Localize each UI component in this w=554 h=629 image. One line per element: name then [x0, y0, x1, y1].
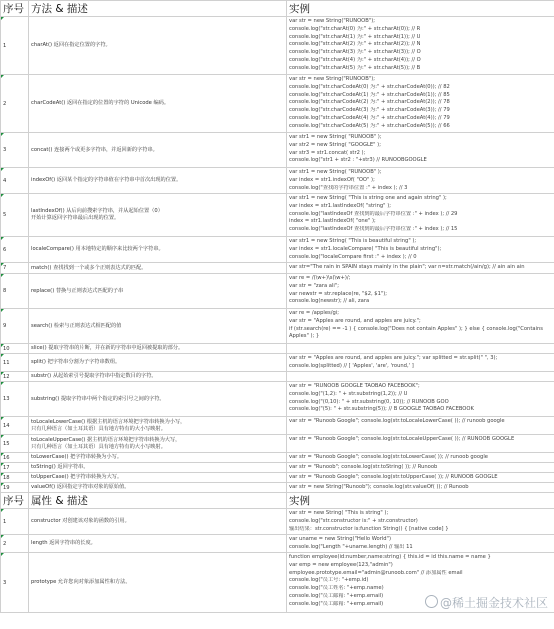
description-line: substring() 提取字符串中两个指定的索引号之间的字符。 — [31, 395, 165, 402]
code-line: var emp = new employee(123,"admin") — [289, 561, 393, 568]
row-number: 19 — [1, 483, 29, 493]
row-description — [29, 75, 287, 133]
row-number: 5 — [1, 194, 29, 237]
row-number: 13 — [1, 382, 29, 417]
description-line: toString() 返回字符串。 — [31, 464, 89, 470]
code-line: console.log("(1,2): " + str.substring(1,2)); // U — [289, 390, 408, 397]
methods-body — [1, 17, 554, 493]
code-line: var str1 = new String( "This is beautiful string" ); — [289, 238, 417, 244]
description-line: constructor 对创建该对象的函数的引用。 — [31, 518, 130, 524]
description-line: toLocaleLowerCase() 根据主机的语言环境把字符串转换为小写， — [31, 418, 186, 425]
description-line: search() 检索与正则表达式相匹配的值 — [31, 322, 122, 329]
table-row — [1, 194, 554, 237]
table-row — [1, 535, 554, 553]
header2-ex: 实例 — [287, 493, 554, 509]
code-line: console.log("str.charAt(2) 为:" + str.charAt(2)); // N — [289, 41, 421, 48]
code-line: console.log("str.charAt(3) 为:" + str.charAt(3)); // O — [289, 49, 421, 56]
table-row — [1, 344, 554, 354]
row-example — [287, 75, 554, 133]
row-description — [29, 194, 287, 237]
row-example — [287, 263, 554, 274]
row-description — [29, 372, 287, 382]
table-row — [1, 382, 554, 417]
code-line: console.log("查找的字符串位置 :" + index ); // 3 — [289, 184, 408, 191]
row-example — [287, 309, 554, 344]
table-row — [1, 372, 554, 382]
code-line: var str = "RUNOOB GOOGLE TAOBAO FACEBOOK"; — [289, 383, 420, 389]
code-line: var str = "Apples are round, and apples are juicy."; — [289, 317, 421, 324]
code-line: var re = /apples/gi; — [289, 310, 339, 316]
code-line: var str = "Runoob"; console.log(str.toString( )); // Runoob — [289, 464, 438, 470]
row-example — [287, 473, 554, 483]
header-row — [1, 1, 554, 17]
row-number: 2 — [1, 75, 29, 133]
header-desc: 方法 & 描述 — [29, 1, 287, 17]
code-line: var index = str1.localeCompare( "This is beautiful string"); — [289, 245, 442, 252]
row-example — [287, 463, 554, 473]
row-example — [287, 274, 554, 309]
row-example — [287, 372, 554, 382]
row-number: 3 — [1, 133, 29, 168]
table-row — [1, 483, 554, 493]
header2-desc: 属性 & 描述 — [29, 493, 287, 509]
row-number: 2 — [1, 535, 29, 553]
row-description — [29, 453, 287, 463]
row-description — [29, 133, 287, 168]
code-line: console.log("str.charAt(0) 为:" + str.charAt(0)); // R — [289, 25, 421, 32]
row-description — [29, 509, 287, 535]
code-line: var str = "Apples are round, and apples are juicy."; var splitted = str.split(" ", 3); — [289, 355, 498, 361]
code-line: console.log("str.charCodeAt(5) 为:" + str.charCodeAt(5)); // 66 — [289, 122, 450, 129]
row-description — [29, 417, 287, 435]
code-line: console.log("str.charCodeAt(0) 为:" + str.charCodeAt(0)); // 82 — [289, 83, 450, 90]
code-line: console.log("str.charCodeAt(4) 为:" + str.charCodeAt(4)); // 79 — [289, 114, 450, 121]
table-row — [1, 75, 554, 133]
header2-num: 序号 — [1, 493, 29, 509]
row-number: 1 — [1, 509, 29, 535]
code-line: console.log("(0,10): " + str.substring(0, 10)); // RUNOOB GOO — [289, 398, 449, 405]
row-number: 1 — [1, 17, 29, 75]
row-example — [287, 237, 554, 263]
table-row — [1, 509, 554, 535]
description-line: split() 把字符串分割为子字符串数组。 — [31, 359, 121, 365]
code-line: console.log("str.charCodeAt(3) 为:" + str.charCodeAt(3)); // 79 — [289, 107, 450, 114]
row-example — [287, 354, 554, 372]
table-row — [1, 274, 554, 309]
row-number: 17 — [1, 463, 29, 473]
row-example — [287, 382, 554, 417]
description-line: prototype 允许您向对象添加属性和方法。 — [31, 579, 131, 585]
code-line: index = str1.lastIndexOf( "one" ); — [289, 218, 376, 225]
code-line: var str = new String("RUNOOB"); — [289, 18, 375, 24]
row-example — [287, 483, 554, 493]
row-example — [287, 417, 554, 435]
code-line: function employee(id:number,name:string) { this.id = id this.name = name } — [289, 554, 491, 560]
table-row — [1, 237, 554, 263]
row-number: 8 — [1, 274, 29, 309]
row-description — [29, 354, 287, 372]
description-line: match() 查找找到一个或多个正则表达式的匹配。 — [31, 264, 147, 271]
code-line: console.log("员工邮箱: "+emp.email) — [289, 600, 384, 607]
code-line: var str = "Runoob Google"; console.log(str.toLowerCase( )); // runoob google — [289, 454, 488, 460]
row-number: 3 — [1, 553, 29, 613]
code-line: 输出结果：str.constructor is:function String() { [native code] } — [289, 525, 449, 532]
description-line: replace() 替换与正则表达式匹配的子串 — [31, 287, 124, 294]
code-line: console.log(splitted) // [ 'Apples', 'are', 'round,' ] — [289, 362, 414, 369]
code-line: console.log("lastIndexOf 查找到的最后字符串位置 :" + index ); // 15 — [289, 226, 458, 233]
row-number: 18 — [1, 473, 29, 483]
table-row — [1, 453, 554, 463]
code-line: var str1 = new String( "RUNOOB" ); — [289, 169, 382, 175]
code-line: var str="The rain in SPAIN stays mainly in the plain"; var n=str.match(/ain/g); // ain ain ain — [289, 264, 525, 270]
description-line: valueOf() 返回指定字符串对象的原始值。 — [31, 484, 130, 490]
row-description — [29, 168, 287, 194]
description-line: toUpperCase() 把字符串转换为大写。 — [31, 474, 123, 480]
code-line: if (str.search(re) == -1 ) { console.log("Does not contain Apples" ); } else { console.log("Contains — [289, 325, 543, 332]
row-description — [29, 463, 287, 473]
code-line: Apples" ); } — [289, 333, 320, 340]
row-description — [29, 535, 287, 553]
header-row-2 — [1, 493, 554, 509]
code-line: console.log("str.charAt(5) 为:" + str.charAt(5)); // B — [289, 64, 421, 71]
row-number: 12 — [1, 372, 29, 382]
code-line: var str = "Runoob Google"; console.log(str.toUpperCase( )); // RUNOOB GOOGLE — [289, 474, 498, 480]
code-line: console.log("str.charAt(1) 为:" + str.charAt(1)); // U — [289, 33, 421, 40]
description-line: 只有几种语言（如土耳其语）具有地方特有的大小写映射。 — [31, 443, 166, 450]
row-description — [29, 274, 287, 309]
code-line: console.log("员工姓名: "+emp.name) — [289, 585, 384, 592]
row-description — [29, 263, 287, 274]
table-row — [1, 435, 554, 453]
code-line: var uname = new String("Hello World") — [289, 536, 392, 542]
code-line: console.log("str.constructor is:" + str.constructor) — [289, 517, 418, 524]
code-line: var str = new String("Runoob"); console.log(str.valueOf( )); // Runoob — [289, 484, 469, 490]
description-line: toLowerCase() 把字符串转换为小写。 — [31, 454, 123, 460]
row-description — [29, 237, 287, 263]
row-description — [29, 344, 287, 354]
description-line: 开始计算返回字符串最后出现的位置。 — [31, 215, 120, 221]
code-line: var newstr = str.replace(re, "$2, $1"); — [289, 290, 388, 297]
code-line: console.log("员工邮箱: "+emp.email) — [289, 592, 384, 599]
row-description — [29, 553, 287, 613]
row-number: 14 — [1, 417, 29, 435]
code-line: var str = "zara ali"; — [289, 282, 339, 289]
description-line: concat() 连接两个或更多字符串，并返回新的字符串。 — [31, 146, 158, 153]
row-example — [287, 435, 554, 453]
code-line: console.log("Length "+uname.length) // 输出 11 — [289, 543, 413, 550]
table-row — [1, 17, 554, 75]
description-line: charCodeAt() 返回在指定的位置的字符的 Unicode 编码。 — [31, 100, 170, 106]
description-line: 只有几种语言（如土耳其语）具有地方特有的大小写映射。 — [31, 425, 166, 432]
row-description — [29, 483, 287, 493]
table-row — [1, 354, 554, 372]
description-line: length 返回字符串的长度。 — [31, 540, 96, 546]
table-row — [1, 463, 554, 473]
row-description — [29, 435, 287, 453]
code-line: console.log("localeCompare first :" + index ); // 0 — [289, 253, 417, 260]
code-line: console.log("str.charCodeAt(1) 为:" + str.charCodeAt(1)); // 85 — [289, 91, 450, 98]
table-row — [1, 133, 554, 168]
row-description — [29, 473, 287, 483]
code-line: var str3 = str1.concat( str2 ); — [289, 149, 366, 156]
header-ex: 实例 — [287, 1, 554, 17]
code-line: console.log("str.charCodeAt(2) 为:" + str.charCodeAt(2)); // 78 — [289, 99, 450, 106]
description-line: toLocaleUpperCase() 据主机的语言环境把字符串转换为大写， — [31, 436, 181, 443]
code-line: console.log("员工号: "+emp.id) — [289, 577, 369, 584]
row-description — [29, 309, 287, 344]
watermark — [425, 594, 548, 611]
code-line: var str = new String( "This is string" ); — [289, 510, 389, 516]
description-line: localeCompare() 用本地特定的顺序来比较两个字符串。 — [31, 246, 164, 252]
code-line: console.log("str1 + str2 : "+str3) // RUNOOBGOOGLE — [289, 157, 427, 164]
code-line: console.log("lastIndexOf 查找到的最后字符串位置 :" + index ); // 29 — [289, 210, 458, 217]
code-line: console.log("(5): " + str.substring(5)); // B GOOGLE TAOBAO FACEBOOK — [289, 406, 474, 413]
table-row — [1, 309, 554, 344]
row-description — [29, 382, 287, 417]
row-number: 16 — [1, 453, 29, 463]
description-line: charAt() 返回在指定位置的字符。 — [31, 42, 111, 48]
row-example — [287, 509, 554, 535]
code-line: var index = str1.indexOf( "OO" ); — [289, 176, 375, 183]
code-line: var str1 = new String( "This is string one and again string" ); — [289, 195, 447, 201]
row-example — [287, 133, 554, 168]
row-example — [287, 344, 554, 354]
table-row — [1, 168, 554, 194]
row-number: 15 — [1, 435, 29, 453]
row-number: 9 — [1, 309, 29, 344]
row-description — [29, 17, 287, 75]
row-number: 11 — [1, 354, 29, 372]
row-number: 10 — [1, 344, 29, 354]
row-example — [287, 535, 554, 553]
row-example — [287, 453, 554, 463]
description-line: slice() 提取字符串的片断，并在新的字符串中返回被提取的部分。 — [31, 345, 184, 351]
table-row — [1, 417, 554, 435]
header-num: 序号 — [1, 1, 29, 17]
description-line: indexOf() 返回某个指定的字符串值在字符串中首次出现的位置。 — [31, 177, 182, 183]
code-line: var str = "Runoob Google"; console.log(str.toLocaleLowerCase( )); // runoob google — [289, 418, 505, 424]
row-number: 7 — [1, 263, 29, 274]
description-line: substr() 从起始索引号提取字符串中指定数目的字符。 — [31, 373, 157, 379]
watermark-text: @稀土掘金技术社区 — [439, 596, 548, 610]
row-number: 6 — [1, 237, 29, 263]
row-number: 4 — [1, 168, 29, 194]
row-example — [287, 168, 554, 194]
table-row — [1, 263, 554, 274]
code-line: var str2 = new String( "GOOGLE" ); — [289, 141, 381, 148]
code-line: var re = /(\w+)\s(\w+)/; — [289, 275, 351, 281]
code-line: employee.prototype.email="admin@runoob.com" // 添加属性 email — [289, 569, 463, 576]
code-line: var str = new String("RUNOOB"); — [289, 76, 375, 82]
code-line: var index = str1.lastIndexOf( "string" ); — [289, 202, 391, 209]
row-example — [287, 194, 554, 237]
code-line: var str = "Runoob Google"; console.log(str.toLocaleUpperCase( )); // RUNOOB GOOGLE — [289, 436, 515, 442]
description-line: lastIndexOf() 从后向前搜索字符串，并从起始位置（0） — [31, 208, 163, 214]
table-row — [1, 473, 554, 483]
code-line: var str1 = new String( "RUNOOB" ); — [289, 134, 382, 140]
row-example — [287, 17, 554, 75]
code-line: console.log(newstr); // ali, zara — [289, 298, 370, 305]
code-line: console.log("str.charAt(4) 为:" + str.charAt(4)); // O — [289, 56, 421, 63]
juejin-logo-icon — [425, 595, 438, 608]
